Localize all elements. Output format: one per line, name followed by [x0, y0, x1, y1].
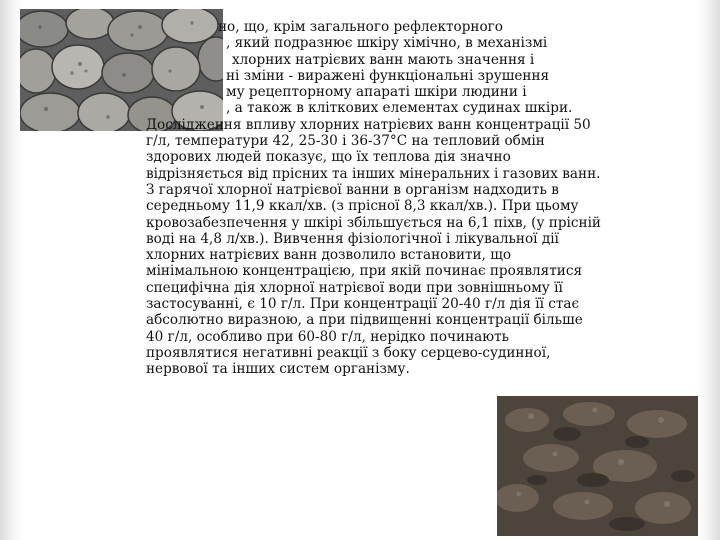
text-line: воді на 4,8 л/хв.). Вивчення фізіологічної і лікувальної дії: [146, 230, 559, 247]
text-line: , а також в кліткових елементах судинах шкіри.: [226, 100, 573, 117]
text-line: абсолютно виразною, а при підвищенні концентрації більше: [146, 312, 583, 329]
text-line: г/л, температури 42, 25-30 і 36-37°С на тепловий обмін: [146, 133, 545, 150]
text-line: мінімальною концентрацією, при якій починає проявлятися: [146, 263, 583, 280]
text-line: здорових людей показує, що їх теплова дія значно: [146, 149, 511, 166]
slide-frame-right: [698, 0, 720, 540]
text-line: ні зміни - виражені функціональні зрушення: [226, 67, 550, 84]
soil-photo: [497, 396, 698, 536]
text-line: кровозабезпечення у шкірі збільшується на 6,1 піхв, (у прісній: [146, 214, 601, 231]
text-line: , який подразнює шкіру хімічно, в механізмі: [226, 35, 548, 52]
text-line: застосуванні, є 10 г/л. При концентрації 20-40 г/л дія її стає: [146, 296, 580, 313]
text-line: хлорних натрієвих ванн дозволило встановити, що: [146, 247, 512, 264]
soil-image: [497, 396, 698, 536]
text-line: 40 г/л, особливо при 60-80 г/л, нерідко починають: [146, 328, 509, 345]
text-line: Дослідження впливу хлорних натрієвих ванн концентрації 50: [146, 116, 591, 133]
text-line: З гарячої хлорної натрієвої ванни в організм надходить в: [146, 181, 559, 198]
slide-frame-left: [0, 0, 22, 540]
article-text: [146, 19, 686, 378]
text-line: хлорних натрієвих ванн мають значення і: [232, 51, 535, 68]
text-line: му рецепторному апараті шкіри людини і: [226, 84, 527, 101]
text-line: проявлятися негативні реакції з боку серцево-судинної,: [146, 344, 551, 361]
text-line: но, що, крім загального рефлекторного: [218, 19, 503, 35]
text-line: відрізняється від прісних та інших мінеральних і газових ванн.: [146, 165, 601, 182]
text-line: нервової та інших систем організму.: [146, 361, 410, 378]
text-line: специфічна дія хлорної натрієвої води при зовнішньому її: [146, 279, 563, 296]
text-line: середньому 11,9 ккал/хв. (з прісної 8,3 ккал/хв.). При цьому: [146, 198, 579, 215]
